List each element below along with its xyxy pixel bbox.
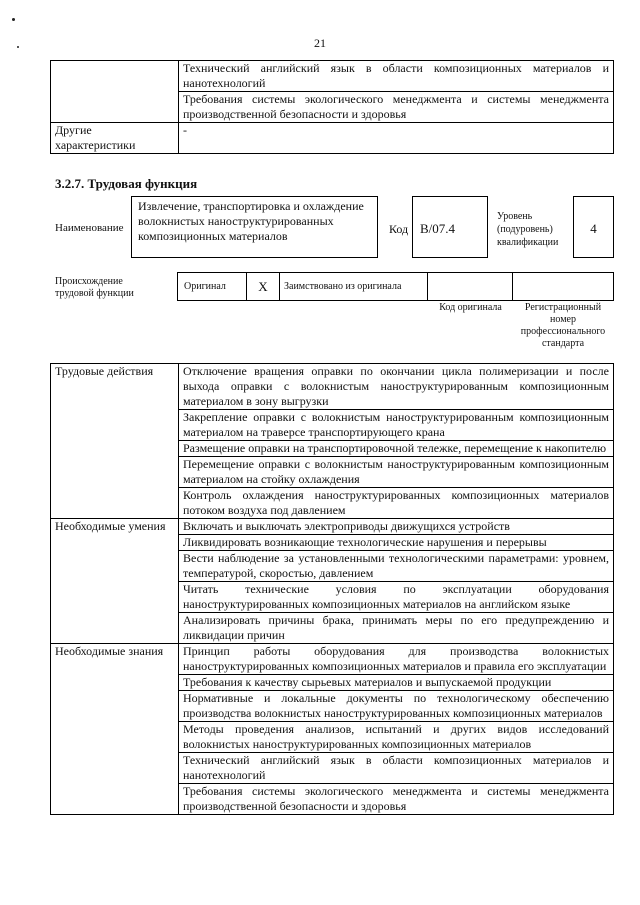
table-cell: Требования системы экологического менеджмента и системы менеджмента производственной безопасности и здоровья (179, 92, 614, 123)
table-cell: - (179, 123, 614, 154)
table-row (51, 364, 614, 410)
row-label: Другие характеристики (51, 123, 179, 154)
borrowed-label: Заимствовано из оригинала (280, 273, 428, 301)
reg-number-cell (513, 273, 614, 301)
table-cell: Методы проведения анализов, испытаний и других видов исследований волокнистых наноструктурированных композиционных материалов (179, 722, 614, 753)
table-cell: Включать и выключать электроприводы движущихся устройств (179, 519, 614, 535)
scan-speck (12, 18, 15, 21)
table-row (51, 123, 614, 154)
table-cell: Технический английский язык в области композиционных материалов и нанотехнологий (179, 61, 614, 92)
table-cell: Анализировать причины брака, принимать меры по его предупреждению и ликвидации причин (179, 613, 614, 644)
page-number: 21 (314, 36, 326, 50)
row-label: Необходимые знания (51, 644, 179, 815)
level-label: Уровень (подуровень) квалификации (497, 211, 559, 248)
code-value-box: В/07.4 (412, 196, 488, 258)
table-cell: Размещение оправки на транспортировочной тележке, перемещение к накопителю (179, 441, 614, 457)
table-cell: Принцип работы оборудования для производства волокнистых наноструктурированных композиционных материалов и правила его эксплуатации (179, 644, 614, 675)
original-label: Оригинал (178, 273, 247, 301)
origin-table (177, 272, 614, 301)
table-cell: Вести наблюдение за установленными технологическими параметрами: уровнем, температурой, скоростью, давлением (179, 551, 614, 582)
reg-number-label: Регистрационный номер профессионального стандарта (520, 302, 606, 349)
table-cell: Отключение вращения оправки по окончании цикла полимеризации и после выхода оправки с волокнистым наноструктурированным композиционным материалом в зону выгрузки (179, 364, 614, 410)
table-cell: Контроль охлаждения наноструктурированных композиционных материалов потоком воздуха под давлением (179, 488, 614, 519)
table-row (51, 644, 614, 675)
function-name-box: Извлечение, транспортировка и охлаждение волокнистых наноструктурированных композиционных материалов (131, 196, 378, 258)
name-label: Наименование (55, 222, 124, 234)
table-cell: Перемещение оправки с волокнистым наноструктурированным композиционным материалом на стойку охлаждения (179, 457, 614, 488)
origin-label: Происхождение трудовой функции (55, 276, 134, 299)
code-original-label: Код оригинала (439, 302, 502, 313)
row-label (51, 61, 179, 123)
table-cell: Технический английский язык в области композиционных материалов и нанотехнологий (179, 753, 614, 784)
table-cell: Требования к качеству сырьевых материалов и выпускаемой продукции (179, 675, 614, 691)
top-table (50, 60, 614, 154)
code-label: Код (389, 222, 409, 236)
level-value-box: 4 (573, 196, 614, 258)
table-cell: Ликвидировать возникающие технологические нарушения и перерывы (179, 535, 614, 551)
code-original-cell (428, 273, 513, 301)
table-cell: Закрепление оправки с волокнистым наноструктурированным композиционным материалом на траверсе транспортирующего крана (179, 410, 614, 441)
table-cell: Требования системы экологического менеджмента и системы менеджмента производственной безопасности и здоровья (179, 784, 614, 815)
main-table (50, 363, 614, 815)
table-cell: Нормативные и локальные документы по технологическому обеспечению производства волокнистых наноструктурированных композиционных материалов (179, 691, 614, 722)
table-cell: Читать технические условия по эксплуатации оборудования наноструктурированных композиционных материалов на английском языке (179, 582, 614, 613)
table-row (51, 61, 614, 92)
original-mark: X (247, 273, 280, 301)
row-label: Необходимые умения (51, 519, 179, 644)
section-heading: 3.2.7. Трудовая функция (55, 176, 198, 191)
row-label: Трудовые действия (51, 364, 179, 519)
table-row (51, 519, 614, 535)
